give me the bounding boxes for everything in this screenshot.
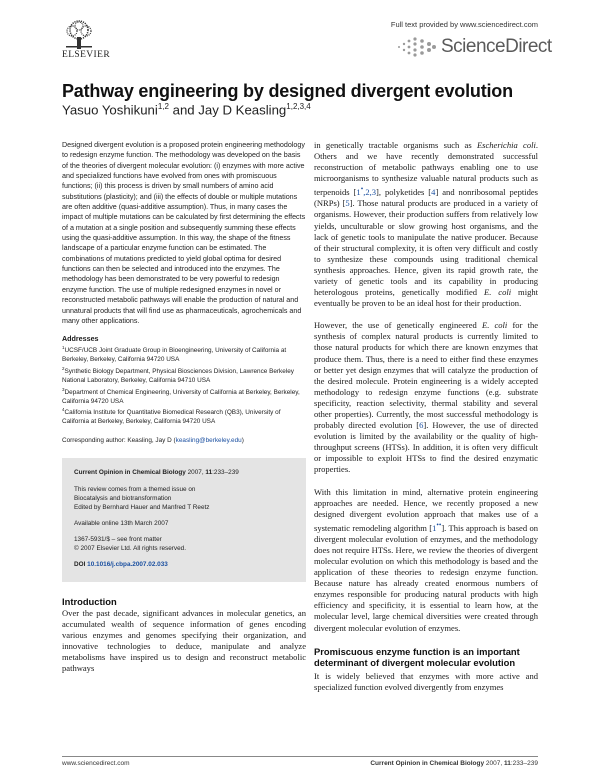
species-name: Escherichia coli: [476, 140, 536, 150]
info-journal-name: Current Opinion in Chemical Biology: [74, 469, 186, 477]
paragraph-2: [314, 320, 538, 475]
species-name: E. coli: [481, 320, 508, 331]
author-2-affiliations: 1,2,3,4: [286, 102, 311, 111]
address-item: [62, 386, 306, 407]
article-authors: [62, 102, 311, 117]
footer-website[interactable]: www.sciencedirect.com: [62, 760, 130, 767]
text-run: With this limitation in mind, alternative protein engineering approaches are needed. Hence, we recently proposed a new designed divergent evolution approach that makes use of a systematic remodeling algorithm [: [314, 486, 538, 533]
info-journal-volume: 11: [205, 469, 213, 477]
article-info-box: [62, 458, 306, 582]
info-doi: [74, 560, 294, 569]
text-run: ]. This approach is based on divergent molecular evolution of enzymes, and the methodology does not require HTSs. Here, we review the theories of divergent molecular evolution on which this methodology is based and the application of these theories to redesign enzyme function. Because nature has already created enormous numbers of enzymes responsible for producing natural products with high efficiency and specificity, it is essential to learn how, at the molecular level, large chemical diversities were created through divergent molecular evolution of enzymes.: [314, 522, 538, 633]
introduction-text: Over the past decade, significant advances in molecular genetics, an accumulated wealth of sequence information of genes encoding various enzymes and genomes specifying their organization, and innovative technologies to deduce, manipulate and analyze metabolisms have inspired us to design and reconstruct metabolic pathways: [62, 607, 306, 674]
info-doi-label: DOI: [74, 561, 86, 569]
text-run: ]. However, the use of directed evolution is limited by the availability or the quality of high-throughput screens (HTSs). In addition, it is often very difficult or impossible to exploit HTSs to find the desired enzymatic properties.: [314, 420, 538, 475]
footer-citation: [370, 760, 538, 767]
address-item: [62, 344, 306, 365]
info-editors: Edited by Bernhard Hauer and Manfred T Reetz: [74, 504, 210, 512]
info-copyright: © 2007 Elsevier Ltd. All rights reserved.: [74, 545, 186, 553]
species-name: E. coli: [483, 287, 512, 298]
corresponding-suffix: ): [241, 437, 244, 445]
footer-divider: [62, 756, 538, 757]
reference-mark: •: [360, 185, 364, 194]
publisher-name: ELSEVIER: [62, 50, 111, 60]
text-run: ], polyketides [: [376, 187, 432, 198]
corresponding-author: [62, 436, 306, 445]
abstract: Designed divergent evolution is a proposed protein engineering methodology to redesign enzyme function. The methodology was developed on the basis of the theories of divergent molecular evolution: (i) enzymes with more active and specialized functions have evolved from ones with promiscuous functions; (ii) this process is driven by small numbers of amino acid substitutions (plasticity); and (iii) the effects of double or multiple mutations are often additive (quasi-additive assumption). Thus, in many cases the impact of multiple mutations can be calculated by first determining the effects of a mutation at a single position and subsequently summing these effects using the quasi-additive assumption. In this way, the shape of the fitness landscape of a particular enzyme function can be estimated. The combinations of mutations predicted to yield global optima for desired functions can then be selected and introduced into the enzymes. The methodology has been demonstrated to be very powerful to redesign enzyme function. The use of multiple redesigned enzymes in novel or reconstructed metabolic pathways will enable the production of natural and unnatural products that will find use as pharmaceuticals, agrochemicals and many other applications.: [62, 141, 306, 325]
right-column: [314, 140, 538, 693]
footer-year: 2007,: [484, 760, 504, 767]
author-1: Yasuo Yoshikuni: [62, 102, 158, 118]
info-issn-copyright: [74, 535, 294, 553]
address-item: [62, 365, 306, 386]
corresponding-email-link[interactable]: keasling@berkeley.edu: [175, 437, 242, 445]
info-doi-link[interactable]: 10.1016/j.cbpa.2007.02.033: [87, 561, 168, 569]
elsevier-tree-icon: [62, 19, 96, 49]
section-heading-promiscuous: Promiscuous enzyme function is an important determinant of divergent molecular evolution: [314, 645, 520, 669]
text-run: might eventually be proven to be an ideal host for their production.: [314, 287, 538, 309]
introduction-heading: Introduction: [62, 596, 117, 608]
address-text: UCSF/UCB Joint Graduate Group in Bioengineering, University of California at Berkeley, Berkeley, California 94720 USA: [62, 347, 287, 364]
address-text: Department of Chemical Engineering, University of California at Berkeley, Berkeley, California 94720 USA: [62, 388, 300, 405]
article-title: Pathway engineering by designed divergent evolution: [62, 81, 513, 101]
address-item: [62, 406, 306, 427]
footer-pages: :233–239: [510, 760, 538, 767]
addresses-heading: Addresses: [62, 335, 99, 344]
info-themed-issue: [74, 485, 294, 512]
text-run: for the synthesis of complex natural products is currently limited to those natural products for which there are known enzymes that produce them. Thus, there is a need to either find these enzymes or better yet design enzymes that will catalyze the production of the desired molecule. Protein engineering is a widely accepted methodology to redesign enzyme functions (e.g. substrate specificity, reaction selectivity, thermal stability and several other properties). Currently, the most successful methodology is probably directed evolution [: [314, 320, 539, 431]
text-run: in genetically tractable organisms such as: [314, 140, 477, 150]
paragraph-1: [314, 140, 538, 309]
author-2: Jay D Keasling: [198, 102, 287, 118]
paragraph-3: [314, 487, 538, 634]
reference-link[interactable]: 4: [431, 187, 436, 198]
page-header: [0, 0, 600, 80]
reference-link[interactable]: ,2,3: [363, 187, 377, 198]
address-text: California Institute for Quantitative Biomedical Research (QB3), University of California at Berkeley, Berkeley, California 94720 USA: [62, 409, 281, 426]
address-number: 3: [62, 386, 65, 392]
reference-link[interactable]: 1: [356, 187, 361, 198]
info-journal-citation: [74, 468, 294, 477]
footer-volume: 11: [504, 760, 511, 767]
address-number: 2: [62, 365, 65, 371]
left-column: [62, 140, 306, 674]
address-number: 4: [62, 407, 65, 413]
corresponding-prefix: Corresponding author: Keasling, Jay D (: [62, 437, 176, 445]
info-available-online: Available online 13th March 2007: [74, 520, 169, 528]
footer-journal: Current Opinion in Chemical Biology: [370, 760, 485, 767]
info-themed-line1: This review comes from a themed issue on: [74, 486, 196, 494]
reference-link[interactable]: 1: [432, 522, 437, 533]
info-journal-year: 2007,: [185, 469, 206, 477]
info-journal-pages: :233–239: [212, 469, 239, 477]
reference-link[interactable]: 5: [345, 198, 350, 209]
info-themed-line2: Biocatalysis and biotransformation: [74, 495, 172, 503]
reference-link[interactable]: 6: [419, 420, 424, 431]
text-run: However, the use of genetically engineered: [314, 320, 482, 331]
reference-mark: ••: [436, 520, 442, 529]
sciencedirect-wordmark: ScienceDirect: [441, 36, 552, 57]
info-issn: 1367-5931/$ – see front matter: [74, 536, 162, 544]
text-run: ] and nonribosomal peptides (NRPs) [: [314, 187, 538, 209]
author-1-affiliations: 1,2: [157, 102, 169, 111]
text-run: . Others and we have recently demonstrated successful reconstruction of metabolic pathways enabling one to use microorganisms to synthesize valuable natural products such as terpenoids [: [314, 140, 538, 198]
author-and: and: [172, 102, 195, 118]
text-run: ]. Those natural products are produced in a variety of organisms. However, their production suffers from relatively low yields, unculturable or slow growing host organisms, and the lack of genetic tools to manipulate the native producer. Because of their structural complexity, it is often very difficult and costly to synthesize these compounds using traditional chemical synthesis approaches. Hence, given its rapid growth rate, the variety of genetic tools and its capability in producing heterologous proteins, genetically modified: [314, 198, 538, 298]
provided-by-text: Full text provided by www.sciencedirect.com: [390, 20, 538, 29]
paragraph-4: It is widely believed that enzymes with more active and specialized function evolved divergently from enzymes: [314, 670, 538, 692]
sciencedirect-logo-icon: [395, 36, 437, 58]
address-number: 1: [62, 345, 65, 351]
address-text: Synthetic Biology Department, Physical Biosciences Division, Lawrence Berkeley National Laboratory, Berkeley, California 94710 USA: [62, 368, 294, 384]
